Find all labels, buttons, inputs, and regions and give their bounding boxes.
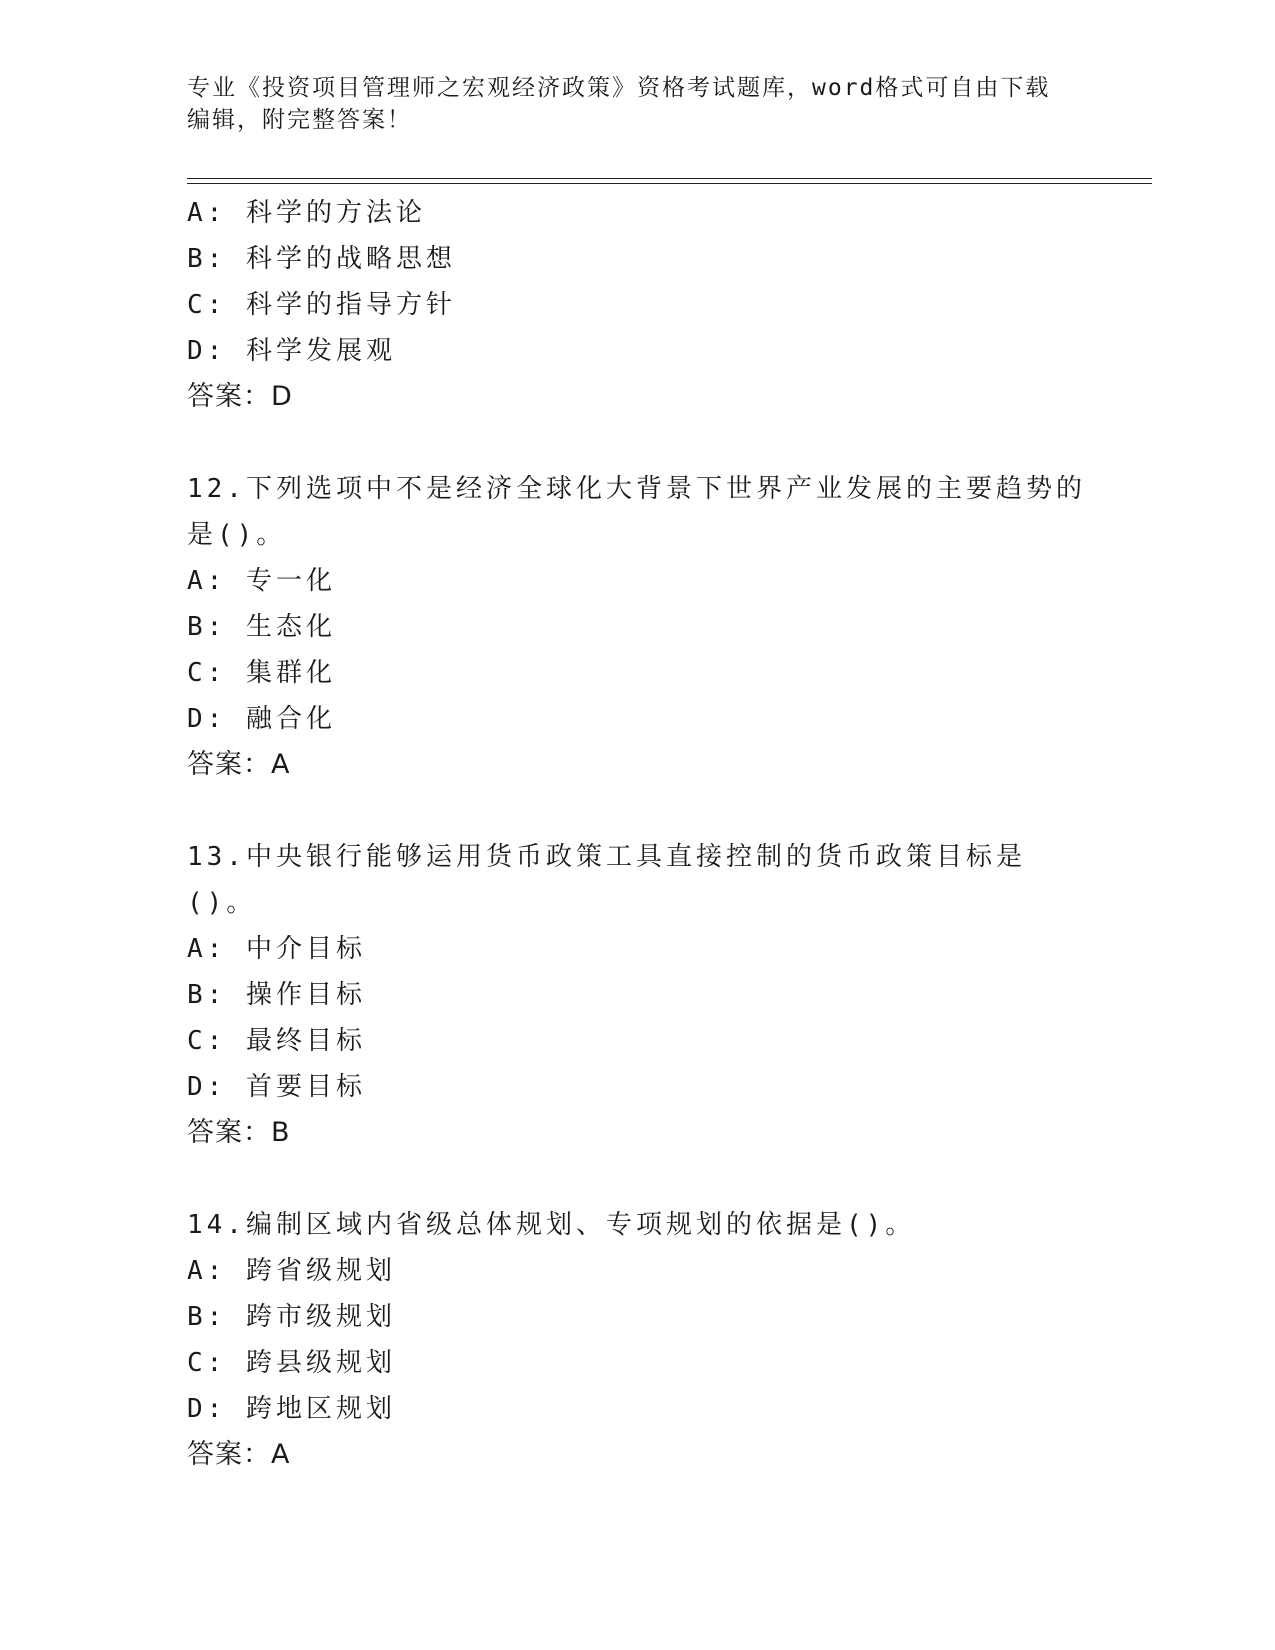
question-stem: 12.下列选项中不是经济全球化大背景下世界产业发展的主要趋势的是()。 bbox=[187, 474, 1086, 550]
document-header: 专业《投资项目管理师之宏观经济政策》资格考试题库，word格式可自由下载编辑，附完整答案！ bbox=[187, 75, 1051, 133]
question-list bbox=[187, 190, 1087, 1478]
option-b: B: 跨市级规划 bbox=[187, 1302, 396, 1332]
answer-line: 答案：D bbox=[187, 381, 293, 412]
answer-line: 答案：B bbox=[187, 1117, 291, 1148]
option-a: A: 科学的方法论 bbox=[187, 198, 426, 228]
question-stem: 14.编制区域内省级总体规划、专项规划的依据是()。 bbox=[187, 1210, 916, 1240]
header-rule-bottom bbox=[187, 183, 1152, 184]
question-11-continued bbox=[187, 190, 1087, 420]
option-c: C: 集群化 bbox=[187, 658, 336, 688]
option-d: D: 首要目标 bbox=[187, 1072, 366, 1102]
option-d: D: 科学发展观 bbox=[187, 336, 396, 366]
question-14 bbox=[187, 1202, 1087, 1478]
header-rule-top bbox=[187, 178, 1152, 179]
option-c: C: 科学的指导方针 bbox=[187, 290, 456, 320]
option-a: A: 中介目标 bbox=[187, 934, 366, 964]
option-a: A: 专一化 bbox=[187, 566, 336, 596]
question-12 bbox=[187, 466, 1087, 788]
answer-line: 答案：A bbox=[187, 1439, 291, 1470]
question-stem: 13.中央银行能够运用货币政策工具直接控制的货币政策目标是()。 bbox=[187, 842, 1026, 918]
option-d: D: 跨地区规划 bbox=[187, 1394, 396, 1424]
option-c: C: 最终目标 bbox=[187, 1026, 366, 1056]
option-c: C: 跨县级规划 bbox=[187, 1348, 396, 1378]
answer-line: 答案：A bbox=[187, 749, 291, 780]
option-b: B: 操作目标 bbox=[187, 980, 366, 1010]
option-a: A: 跨省级规划 bbox=[187, 1256, 396, 1286]
question-13 bbox=[187, 834, 1087, 1156]
option-b: B: 生态化 bbox=[187, 612, 336, 642]
option-b: B: 科学的战略思想 bbox=[187, 244, 456, 274]
option-d: D: 融合化 bbox=[187, 704, 336, 734]
